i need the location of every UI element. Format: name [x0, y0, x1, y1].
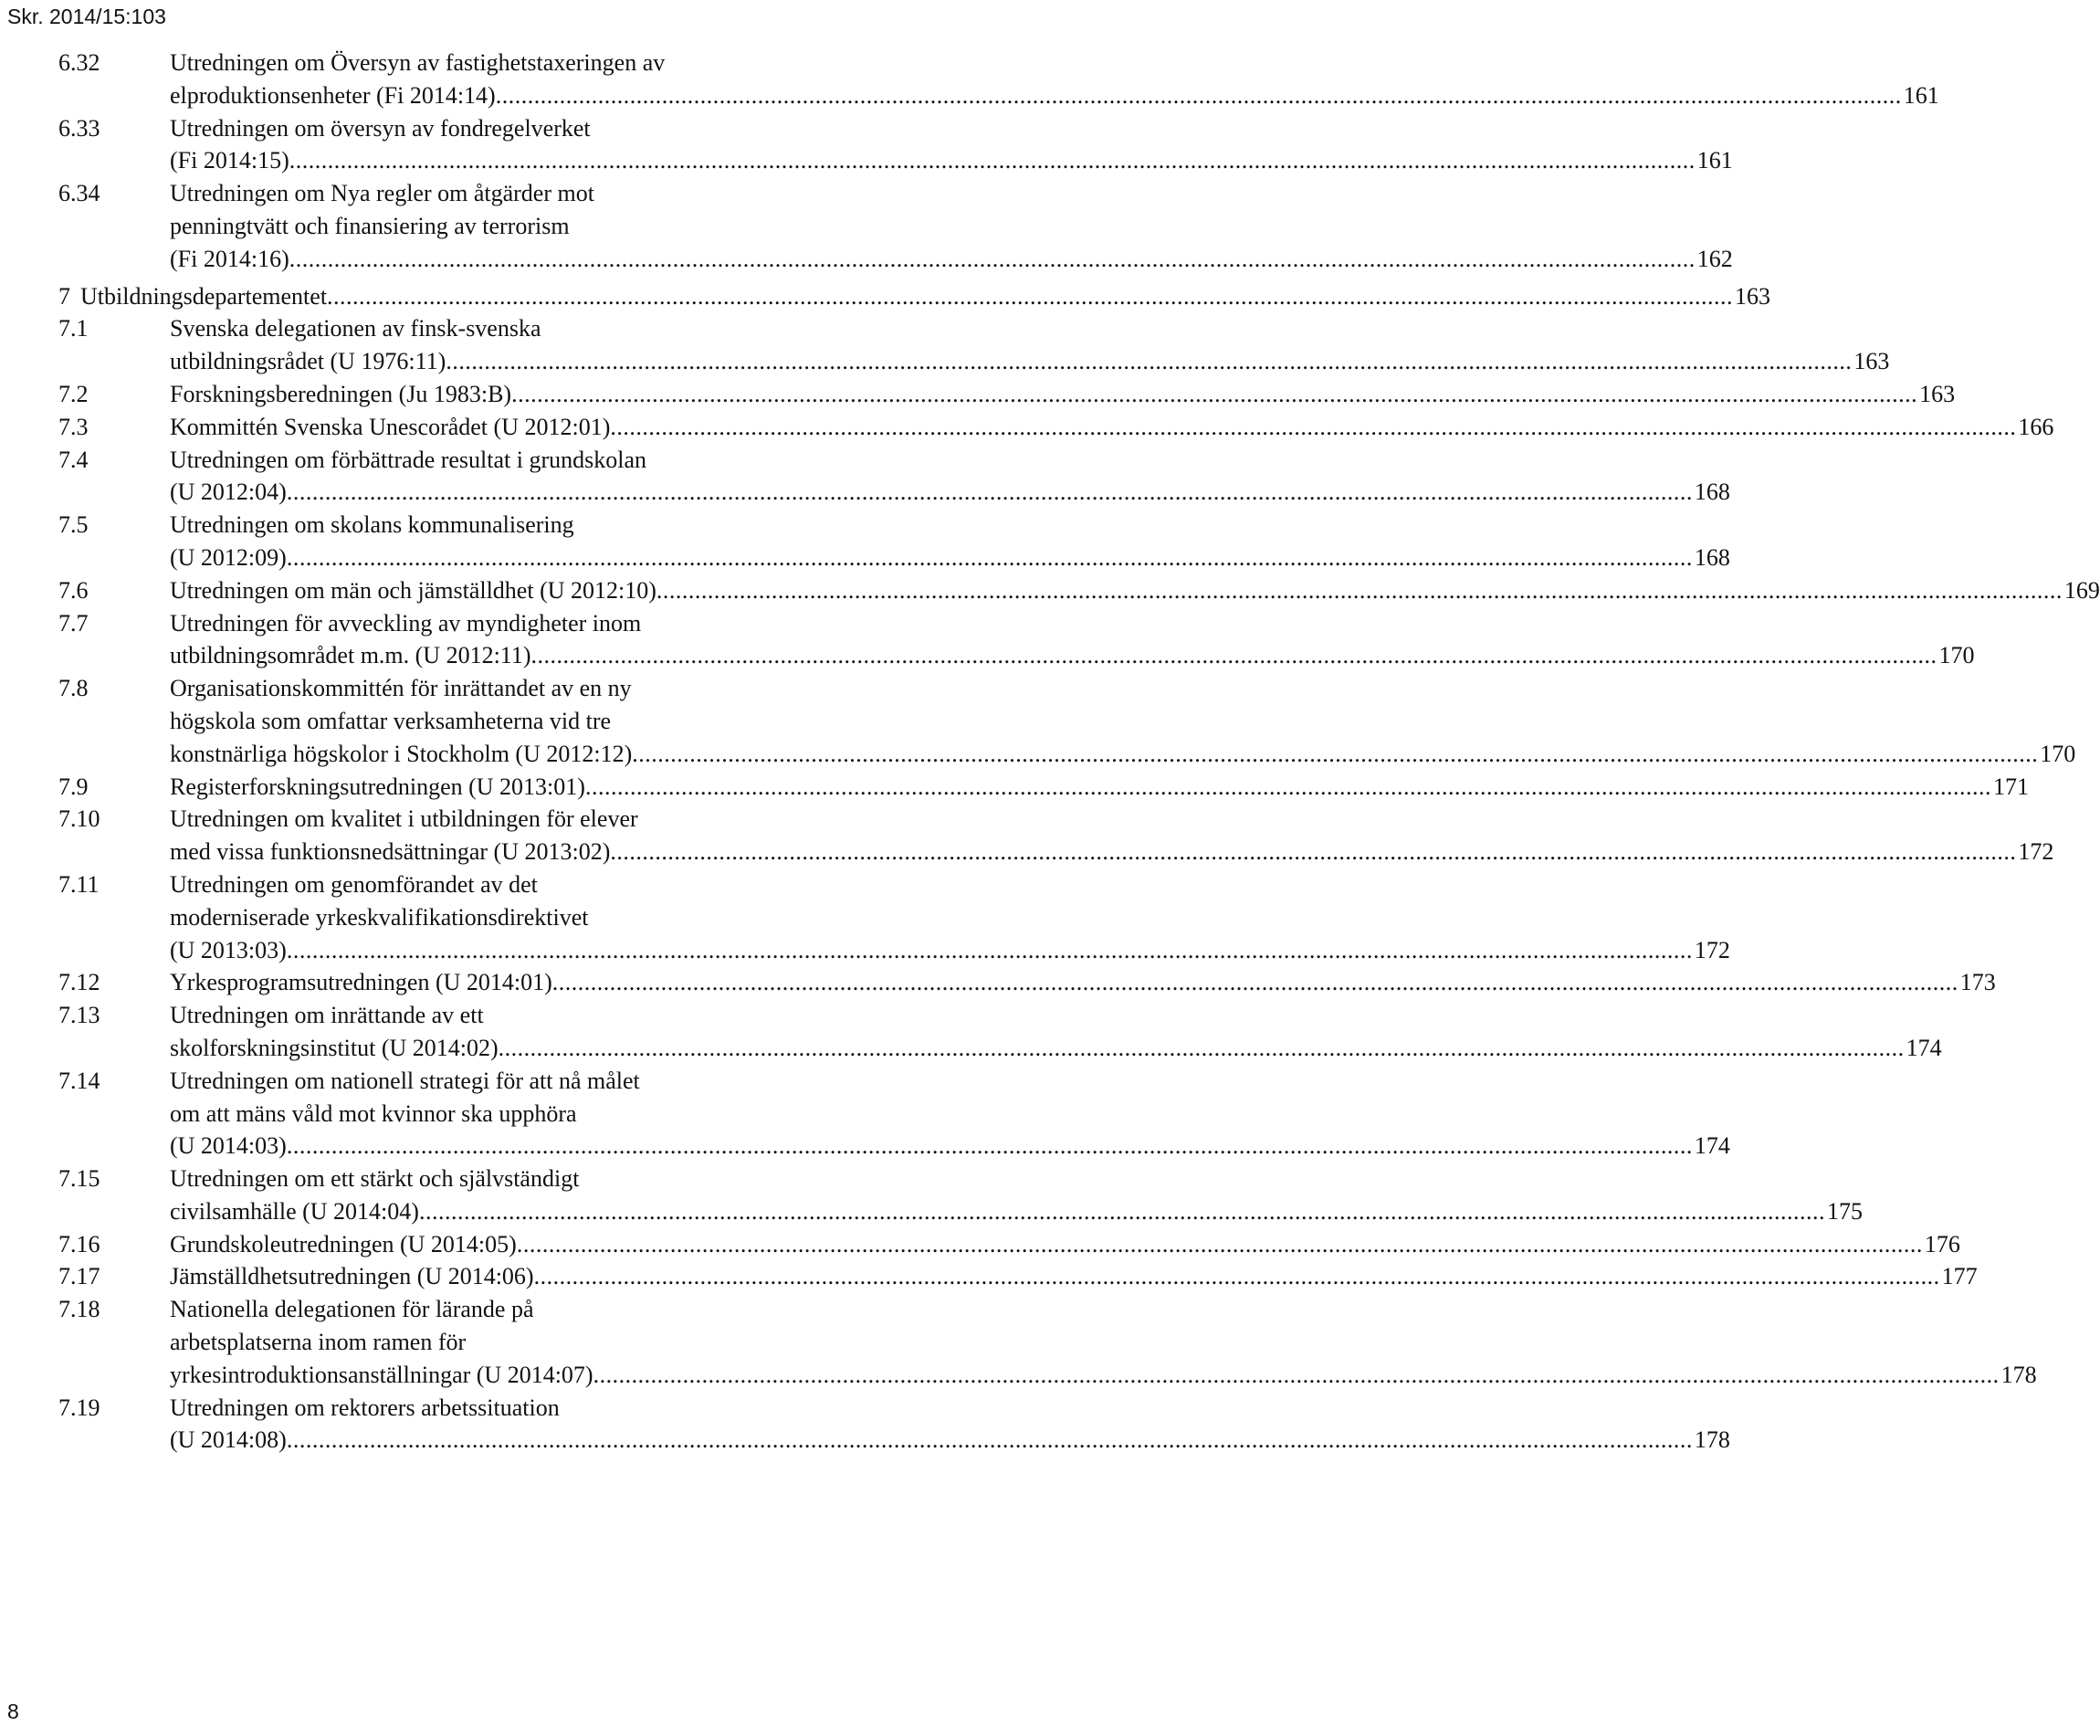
toc-entry-number: 7.3 [58, 413, 89, 440]
toc-entry-body [170, 1260, 1978, 1293]
toc-entry-title-line: penningtvätt och finansiering av terrorism [170, 212, 570, 239]
toc-entry-title-line: civilsamhälle (U 2014:04) [170, 1197, 419, 1225]
toc-entry-page: 173 [1959, 969, 1996, 996]
toc-entry-page: 178 [1694, 1426, 1730, 1454]
toc-entry-body [170, 803, 2054, 868]
toc-entry-body [170, 999, 1942, 1065]
dot-leader: ............................................................................................................................................................................................................................ [551, 969, 1958, 996]
dot-leader: ............................................................................................................................................................................................................................ [418, 1197, 1825, 1225]
toc-entry-body [170, 509, 1730, 574]
dot-leader: ............................................................................................................................................................................................................................ [446, 348, 1853, 375]
toc-entry-number: 7.18 [58, 1296, 100, 1323]
toc-entry-last-line [170, 639, 1975, 672]
toc-entry-number: 7.10 [58, 805, 100, 833]
toc-entry-title-line: (Fi 2014:15) [170, 147, 289, 174]
toc-entry [58, 999, 1942, 1065]
toc-entry-title-line: Yrkesprogramsutredningen (U 2014:01) [170, 969, 552, 996]
toc-entry [58, 509, 1730, 574]
toc-entry [58, 1228, 1960, 1261]
toc-entry-title-line: moderniserade yrkeskvalifikationsdirektivet [170, 903, 589, 931]
dot-leader: ............................................................................................................................................................................................................................ [632, 740, 2039, 767]
toc-entry-number: 7.11 [58, 870, 100, 898]
toc-entry-page: 163 [1735, 282, 1771, 310]
toc-entry-title-line: arbetsplatserna inom ramen för [170, 1329, 467, 1356]
toc-entry-last-line [170, 1195, 1863, 1228]
toc-entry-last-line [170, 836, 2054, 868]
toc-entry-page: 170 [2040, 740, 2076, 767]
toc-entry-title-line: Utredningen om ett stärkt och självständigt [170, 1165, 580, 1193]
toc-entry-page: 166 [2018, 413, 2054, 440]
toc-entry-title-line: (U 2012:09) [170, 543, 287, 571]
toc-entry [58, 47, 1939, 112]
dot-leader: ............................................................................................................................................................................................................................ [289, 245, 1696, 272]
dot-leader: ............................................................................................................................................................................................................................ [516, 1230, 1923, 1257]
dot-leader: ............................................................................................................................................................................................................................ [656, 576, 2063, 604]
toc-entry-number: 7.14 [58, 1067, 100, 1094]
toc-entry-number: 7.13 [58, 1002, 100, 1029]
toc-entry-title-line: (U 2014:08) [170, 1426, 287, 1454]
toc-entry-last-line [170, 79, 1939, 112]
toc-entry-title-line: Registerforskningsutredningen (U 2013:01) [170, 773, 585, 800]
toc-entry-last-line [170, 411, 2054, 444]
toc-entry-last-line [80, 280, 1771, 313]
toc-entry [58, 1163, 1863, 1228]
toc-entry-number: 7.12 [58, 969, 100, 996]
toc-entry-page: 176 [1924, 1230, 1960, 1257]
toc-entry-number: 7.9 [58, 773, 89, 800]
toc-entry [58, 1293, 2037, 1391]
toc-entry-title-line: Grundskoleutredningen (U 2014:05) [170, 1230, 517, 1257]
toc-entry-last-line [170, 1130, 1730, 1163]
dot-leader: ............................................................................................................................................................................................................................ [610, 413, 2017, 440]
toc-entry-number: 7.5 [58, 511, 89, 539]
toc-entry-last-line [170, 243, 1733, 276]
toc-entry-title-line: Utredningen om förbättrade resultat i grundskolan [170, 446, 647, 473]
toc-entry-last-line [170, 144, 1733, 177]
toc-entry-title-line: om att mäns våld mot kvinnor ska upphöra [170, 1099, 577, 1127]
toc-entry-page: 175 [1826, 1197, 1863, 1225]
toc-entry-page: 168 [1694, 479, 1730, 506]
dot-leader: ............................................................................................................................................................................................................................ [593, 1361, 2000, 1388]
toc-entry-page: 174 [1906, 1034, 1942, 1061]
toc-entry-number: 7.16 [58, 1230, 100, 1257]
toc-entry-title-line: elproduktionsenheter (Fi 2014:14) [170, 81, 496, 109]
toc-entry-page: 177 [1941, 1263, 1978, 1290]
dot-leader: ............................................................................................................................................................................................................................ [498, 1034, 1905, 1061]
toc-entry-number: 7.2 [58, 380, 89, 407]
toc-entry [58, 112, 1733, 178]
toc-entry [58, 574, 2100, 607]
toc-entry-title-line: skolforskningsinstitut (U 2014:02) [170, 1034, 499, 1061]
toc-entry-number: 7 [58, 282, 70, 310]
toc-entry-last-line [170, 1424, 1730, 1457]
toc-entry-body [170, 1163, 1863, 1228]
toc-chapter-entry [58, 280, 1771, 313]
running-header: Skr. 2014/15:103 [7, 5, 166, 28]
toc-entry-last-line [170, 934, 1730, 967]
toc-entry [58, 444, 1730, 510]
toc-entry [58, 1392, 1730, 1457]
toc-entry-last-line [170, 1260, 1978, 1293]
toc-entry-title-line: (Fi 2014:16) [170, 245, 289, 272]
toc-entry-page: 170 [1938, 642, 1975, 669]
dot-leader: ............................................................................................................................................................................................................................ [286, 543, 1693, 571]
page-number: 8 [7, 1699, 19, 1723]
toc-entry-number: 6.33 [58, 114, 100, 142]
toc-entry-last-line [170, 1032, 1942, 1065]
toc-entry-last-line [170, 966, 1996, 999]
toc-entry-body [170, 47, 1939, 112]
dot-leader: ............................................................................................................................................................................................................................ [533, 1263, 1940, 1290]
toc-entry [58, 177, 1733, 275]
dot-leader: ............................................................................................................................................................................................................................ [286, 479, 1693, 506]
toc-entry-title-line: Kommittén Svenska Unescorådet (U 2012:01) [170, 413, 611, 440]
toc-entry-page: 178 [2000, 1361, 2037, 1388]
table-of-contents [58, 47, 2100, 1457]
toc-entry-title-line: utbildningsrådet (U 1976:11) [170, 348, 446, 375]
toc-entry-number: 7.7 [58, 609, 89, 637]
toc-entry-page: 174 [1694, 1132, 1730, 1160]
dot-leader: ............................................................................................................................................................................................................................ [327, 282, 1734, 310]
dot-leader: ............................................................................................................................................................................................................................ [610, 838, 2017, 866]
toc-entry-body [170, 672, 2076, 770]
toc-entry-number: 7.19 [58, 1394, 100, 1421]
toc-entry-page: 171 [1992, 773, 2029, 800]
toc-entry-page: 162 [1696, 245, 1733, 272]
toc-entry-page: 169 [2063, 576, 2100, 604]
toc-entry-number: 7.17 [58, 1263, 100, 1290]
toc-entry-body [170, 112, 1733, 178]
toc-entry-body [170, 574, 2100, 607]
toc-entry-title-line: Utredningen om nationell strategi för att nå målet [170, 1067, 640, 1094]
toc-entry-title-line: högskola som omfattar verksamheterna vid tre [170, 707, 612, 734]
toc-entry-body [170, 312, 1890, 378]
toc-entry-title-line: Utredningen om skolans kommunalisering [170, 511, 574, 539]
toc-entry [58, 378, 1956, 411]
toc-entry [58, 672, 2076, 770]
dot-leader: ............................................................................................................................................................................................................................ [286, 1426, 1693, 1454]
toc-entry-title-line: (U 2014:03) [170, 1132, 287, 1160]
dot-leader: ............................................................................................................................................................................................................................ [584, 773, 1991, 800]
dot-leader: ............................................................................................................................................................................................................................ [530, 642, 1937, 669]
toc-entry-title-line: konstnärliga högskolor i Stockholm (U 2012:12) [170, 740, 633, 767]
toc-entry [58, 1260, 1978, 1293]
toc-entry [58, 966, 1996, 999]
toc-entry-last-line [170, 738, 2076, 771]
toc-entry-title-line: Utredningen om genomförandet av det [170, 870, 538, 898]
toc-entry [58, 411, 2054, 444]
toc-entry-body [170, 444, 1730, 510]
toc-entry [58, 803, 2054, 868]
toc-entry-body [170, 1293, 2037, 1391]
toc-entry-title-line: utbildningsområdet m.m. (U 2012:11) [170, 642, 531, 669]
toc-entry-last-line [170, 476, 1730, 509]
toc-entry-title-line: yrkesintroduktionsanställningar (U 2014:07) [170, 1361, 593, 1388]
toc-entry-page: 161 [1696, 147, 1733, 174]
toc-entry-page: 168 [1694, 543, 1730, 571]
toc-entry-page: 163 [1919, 380, 1956, 407]
toc-entry-title-line: Nationella delegationen för lärande på [170, 1296, 534, 1323]
toc-entry [58, 868, 1730, 966]
toc-entry [58, 771, 2029, 804]
toc-entry-title-line: (U 2012:04) [170, 479, 287, 506]
toc-entry-last-line [170, 378, 1956, 411]
toc-entry-title-line: Jämställdhetsutredningen (U 2014:06) [170, 1263, 534, 1290]
toc-entry-number: 6.34 [58, 180, 100, 207]
toc-entry-body [80, 280, 1771, 313]
toc-entry-page: 161 [1903, 81, 1939, 109]
toc-entry-body [170, 1392, 1730, 1457]
toc-entry-title-line: Utredningen om översyn av fondregelverket [170, 114, 591, 142]
toc-entry-body [170, 1228, 1960, 1261]
dot-leader: ............................................................................................................................................................................................................................ [495, 81, 1902, 109]
toc-entry-last-line [170, 345, 1890, 378]
toc-entry-number: 7.1 [58, 315, 89, 342]
toc-entry-last-line [170, 771, 2029, 804]
toc-entry-last-line [170, 574, 2100, 607]
toc-entry-number: 7.4 [58, 446, 89, 473]
toc-entry [58, 607, 1975, 673]
toc-entry-title-line: (U 2013:03) [170, 936, 287, 963]
dot-leader: ............................................................................................................................................................................................................................ [511, 380, 1918, 407]
toc-entry-body [170, 868, 1730, 966]
toc-entry-title-line: Utredningen för avveckling av myndigheter inom [170, 609, 642, 637]
toc-entry-number: 7.15 [58, 1165, 100, 1193]
toc-entry-title-line: Utredningen om inrättande av ett [170, 1002, 484, 1029]
toc-entry-body [170, 378, 1956, 411]
toc-entry-page: 163 [1853, 348, 1890, 375]
toc-entry-title-line: med vissa funktionsnedsättningar (U 2013:02) [170, 838, 611, 866]
toc-entry-number: 7.6 [58, 576, 89, 604]
toc-entry-page: 172 [1694, 936, 1730, 963]
toc-entry-title-line: Utredningen om kvalitet i utbildningen för elever [170, 805, 638, 833]
toc-entry-body [170, 1065, 1730, 1163]
toc-entry-last-line [170, 1228, 1960, 1261]
toc-entry-body [170, 966, 1996, 999]
toc-entry-title-line: Organisationskommittén för inrättandet av en ny [170, 675, 632, 702]
toc-entry-last-line [170, 1359, 2037, 1392]
toc-entry [58, 1065, 1730, 1163]
dot-leader: ............................................................................................................................................................................................................................ [286, 1132, 1693, 1160]
toc-entry-title-line: Utredningen om män och jämställdhet (U 2012:10) [170, 576, 656, 604]
toc-entry [58, 312, 1890, 378]
toc-entry-number: 6.32 [58, 49, 100, 76]
toc-entry-body [170, 411, 2054, 444]
toc-entry-title-line: Utredningen om Översyn av fastighetstaxeringen av [170, 49, 666, 76]
toc-entry-title-line: Forskningsberedningen (Ju 1983:B) [170, 380, 512, 407]
toc-entry-page: 172 [2018, 838, 2054, 866]
toc-entry-body [170, 177, 1733, 275]
toc-entry-last-line [170, 542, 1730, 574]
dot-leader: ............................................................................................................................................................................................................................ [286, 936, 1693, 963]
toc-entry-title-line: Utredningen om Nya regler om åtgärder mot [170, 180, 594, 207]
toc-entry-title-line: Svenska delegationen av finsk-svenska [170, 315, 541, 342]
toc-entry-body [170, 607, 1975, 673]
toc-entry-body [170, 771, 2029, 804]
dot-leader: ............................................................................................................................................................................................................................ [289, 147, 1696, 174]
toc-entry-title-line: Utbildningsdepartementet [80, 282, 328, 310]
toc-entry-number: 7.8 [58, 675, 89, 702]
toc-entry-title-line: Utredningen om rektorers arbetssituation [170, 1394, 560, 1421]
